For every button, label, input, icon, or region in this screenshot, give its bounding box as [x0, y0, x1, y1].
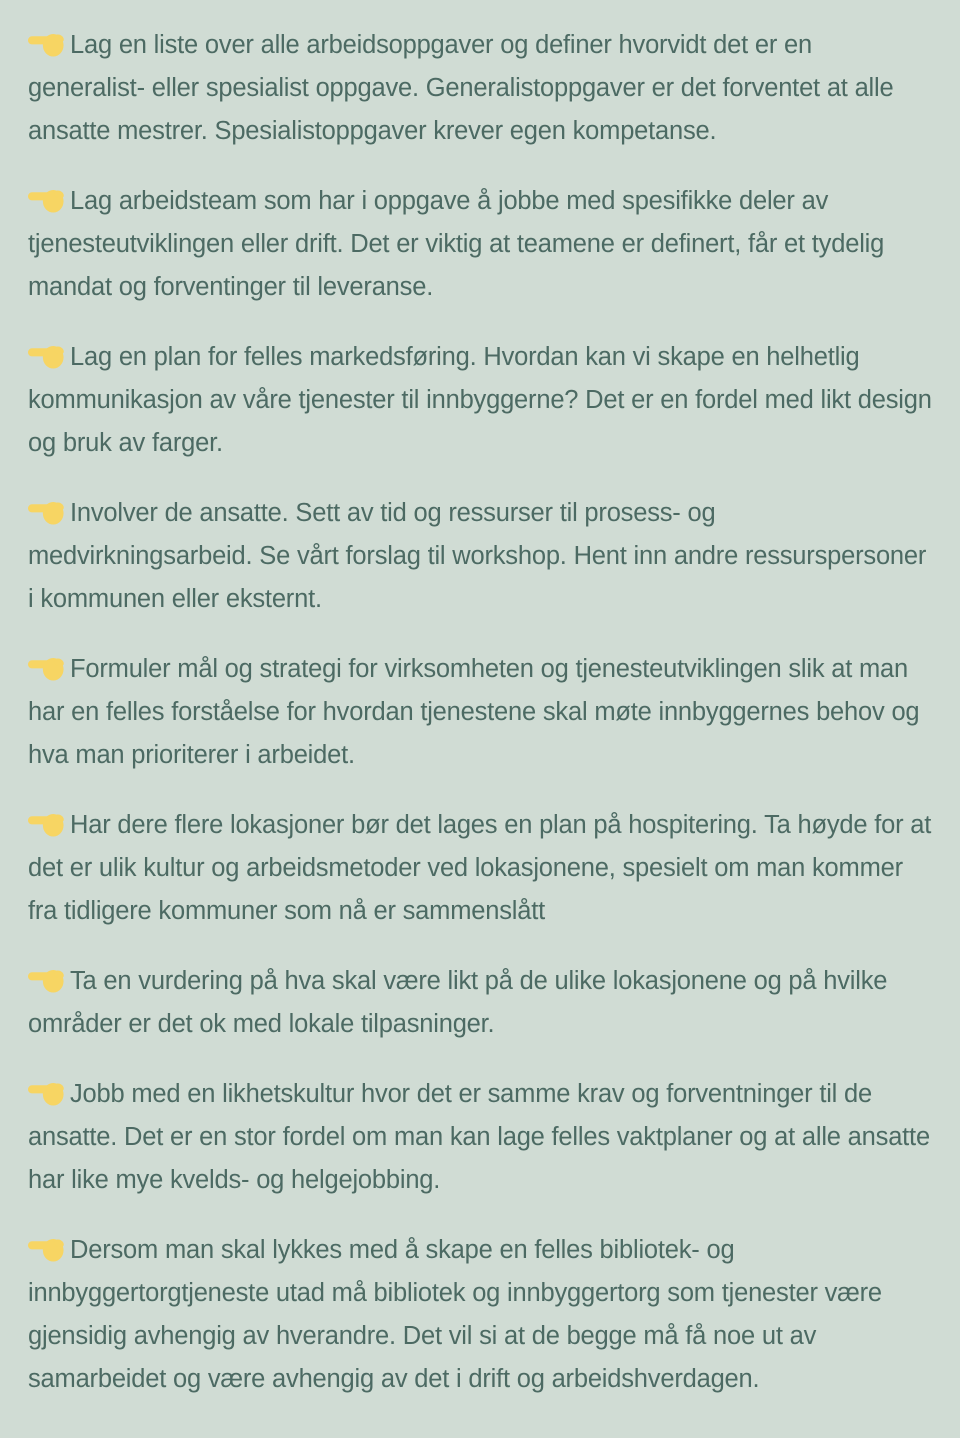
list-item — [28, 180, 934, 309]
list-item — [28, 804, 934, 933]
pointing-hand-icon — [28, 186, 64, 213]
list-item-text: Jobb med en likhetskultur hvor det er samme krav og forventninger til de ansatte. Det er en stor fordel om man kan lage felles vaktplaner og at alle ansatte har like mye kvelds- og helgejobbing. — [28, 1080, 930, 1194]
list-item-text: Involver de ansatte. Sett av tid og ressurser til prosess- og medvirkningsarbeid. Se vårt forslag til workshop. Hent inn andre ressurspersoner i kommunen eller eksternt. — [28, 499, 927, 613]
pointing-hand-icon — [28, 30, 64, 57]
pointing-hand-icon — [28, 810, 64, 837]
list-item-text: Lag en liste over alle arbeidsoppgaver og definer hvorvidt det er en generalist- eller spesialist oppgave. Generalistoppgaver er det forventet at alle ansatte mestrer. Spesialistoppgaver krever egen kompetanse. — [28, 31, 894, 145]
list-item — [28, 1229, 934, 1401]
list-item — [28, 492, 934, 621]
list-item-text: Lag en plan for felles markedsføring. Hvordan kan vi skape en helhetlig kommunikasjon av våre tjenester til innbyggerne? Det er en fordel med likt design og bruk av farger. — [28, 343, 932, 457]
list-item-text: Dersom man skal lykkes med å skape en felles bibliotek- og innbyggertorgtjeneste utad må bibliotek og innbyggertorg som tjenester være gjensidig avhengig av hverandre. Det vil si at de begge må få noe ut av samarbeidet og være avhengig av det i drift og arbeidshverdagen. — [28, 1236, 882, 1393]
list-item — [28, 648, 934, 777]
pointing-hand-icon — [28, 966, 64, 993]
list-item-text: Ta en vurdering på hva skal være likt på de ulike lokasjonene og på hvilke områder er det ok med lokale tilpasninger. — [28, 967, 888, 1038]
pointing-hand-icon — [28, 1079, 64, 1106]
list-item — [28, 336, 934, 465]
pointing-hand-icon — [28, 654, 64, 681]
list-item-text: Formuler mål og strategi for virksomheten og tjenesteutviklingen slik at man har en felles forståelse for hvordan tjenestene skal møte innbyggernes behov og hva man prioriterer i arbeidet. — [28, 655, 920, 769]
pointing-hand-icon — [28, 342, 64, 369]
pointing-hand-icon — [28, 498, 64, 525]
list-item — [28, 960, 934, 1046]
list-item — [28, 24, 934, 153]
pointing-hand-icon — [28, 1235, 64, 1262]
list-item — [28, 1073, 934, 1202]
list-item-text: Lag arbeidsteam som har i oppgave å jobbe med spesifikke deler av tjenesteutviklingen eller drift. Det er viktig at teamene er definert, får et tydelig mandat og forventinger til leveranse. — [28, 187, 885, 301]
list-item-text: Har dere flere lokasjoner bør det lages en plan på hospitering. Ta høyde for at det er ulik kultur og arbeidsmetoder ved lokasjonene, spesielt om man kommer fra tidligere kommuner som nå er sammenslått — [28, 811, 932, 925]
